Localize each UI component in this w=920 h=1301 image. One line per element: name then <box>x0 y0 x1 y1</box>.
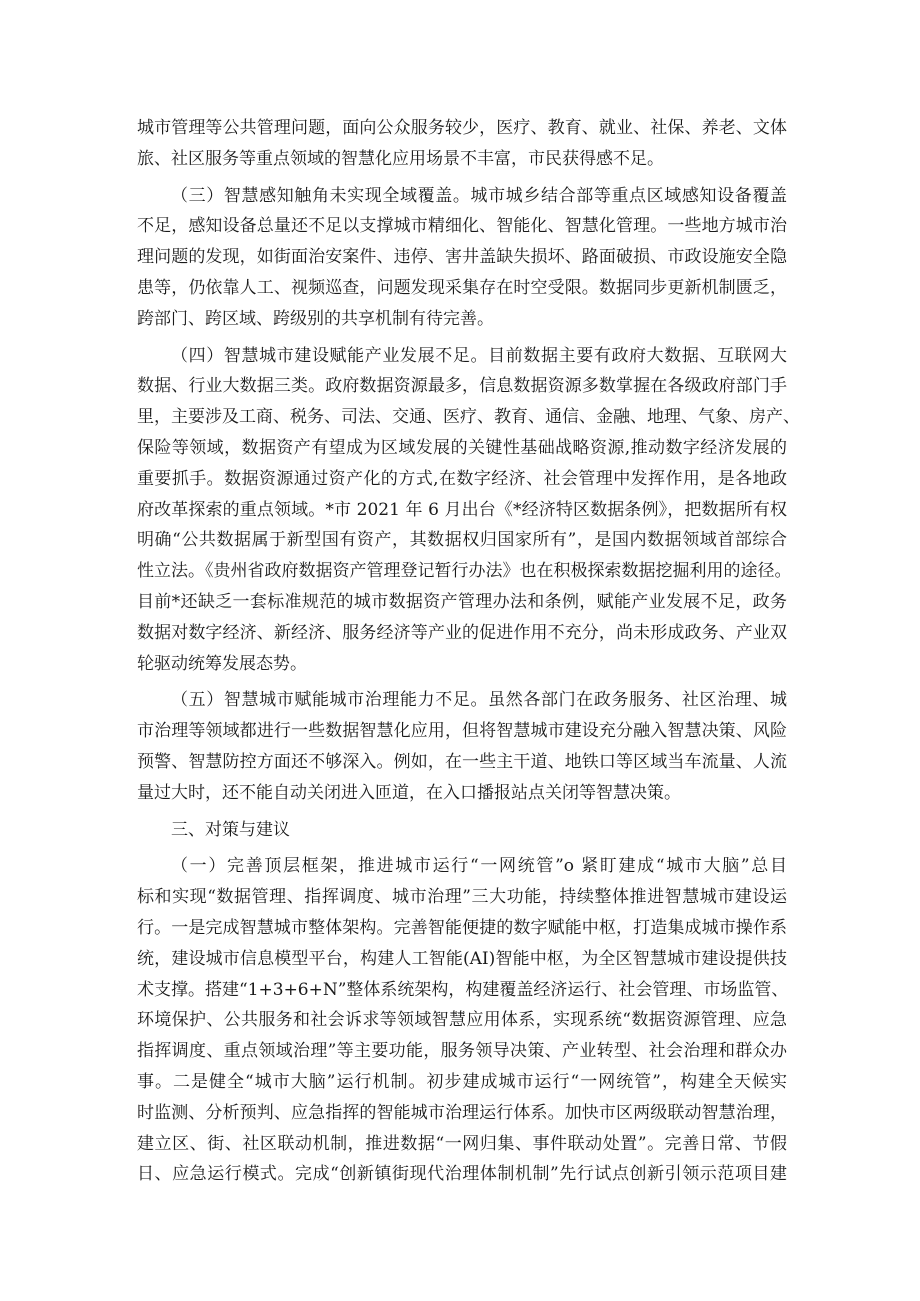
heading-countermeasures <box>137 815 787 846</box>
paragraph-measure-1 <box>137 851 787 1190</box>
paragraph-section-5 <box>137 685 787 808</box>
text-line: 指挥调度、重点领域治理”等主要功能，服务领导决策、产业转型、社会治理和群众办 <box>137 1041 787 1062</box>
text-line: 旅、社区服务等重点领域的智慧化应用场景不丰富，市民获得感不足。 <box>137 148 664 169</box>
text-line: 三、对策与建议 <box>171 819 290 840</box>
text-line: 数据对数字经济、新经济、服务经济等产业的促进作用不充分，尚未形成政务、产业双 <box>137 622 787 643</box>
text-line: 建立区、街、社区联动机制，推进数据“一网归集、事件联动处置”。完善日常、节假 <box>137 1133 787 1154</box>
text-line: 重要抓手。数据资源通过资产化的方式,在数字经济、社会管理中发挥作用，是各地政 <box>137 468 787 489</box>
text-line: （三）智慧感知触角未实现全域覆盖。城市城乡结合部等重点区域感知设备覆盖 <box>171 185 787 206</box>
text-line: 术支撑。搭建“1+3+6+N”整体系统架构，构建覆盖经济运行、社会管理、市场监管、 <box>137 979 789 1000</box>
text-line: 性立法。《贵州省政府数据资产管理登记暂行办法》也在积极探索数据挖掘利用的途径。 <box>137 561 792 582</box>
text-line: 行。一是完成智慧城市整体架构。完善智能便捷的数字赋能中枢，打造集成城市操作系 <box>137 917 787 938</box>
text-line: 理问题的发现，如街面治安案件、违停、害井盖缺失损坏、路面破损、市政设施安全隐 <box>137 247 787 268</box>
text-line: 数据、行业大数据三类。政府数据资源最多，信息数据资源多数掌握在各级政府部门手 <box>137 376 787 397</box>
text-line: 预警、智慧防控方面还不够深入。例如，在一些主干道、地铁口等区域当车流量、人流 <box>137 751 787 772</box>
document-body <box>137 113 800 1196</box>
text-line: （四）智慧城市建设赋能产业发展不足。目前数据主要有政府大数据、互联网大 <box>171 345 787 366</box>
paragraph-section-4 <box>137 341 800 680</box>
text-line: （五）智慧城市赋能城市治理能力不足。虽然各部门在政务服务、社区治理、城 <box>171 690 787 711</box>
text-line: 保险等领域，数据资产有望成为区域发展的关键性基础战略资源,推动数字经济发展的 <box>137 437 787 458</box>
text-line: 不足，感知设备总量还不足以支撑城市精细化、智能化、智慧化管理。一些地方城市治 <box>137 216 787 237</box>
text-line: 里，主要涉及工商、税务、司法、交通、医疗、教育、通信、金融、地理、气象、房产、 <box>137 407 800 428</box>
text-line: 轮驱动统筹发展态势。 <box>137 653 307 674</box>
text-line: 府改革探索的重点领域。*市 2021 年 6 月出台《*经济特区数据条例》，把数据所有权 <box>137 499 787 520</box>
text-line: 跨部门、跨区域、跨级别的共享机制有待完善。 <box>137 308 494 329</box>
text-line: 时监测、分析预判、应急指挥的智能城市治理运行体系。加快市区两级联动智慧治理， <box>137 1102 787 1123</box>
text-line: 明确“公共数据属于新型国有资产，其数据权归国家所有”，是国内数据领域首部综合 <box>137 530 787 551</box>
text-line: 环境保护、公共服务和社会诉求等领域智慧应用体系，实现系统“数据资源管理、应急 <box>137 1010 787 1031</box>
text-line: 市治理等领域都进行一些数据智慧化应用，但将智慧城市建设充分融入智慧决策、风险 <box>137 721 787 742</box>
text-line: 患等，仍依靠人工、视频巡查，问题发现采集存在时空受限。数据同步更新机制匮乏， <box>137 277 787 298</box>
text-line: 标和实现“数据管理、指挥调度、城市治理”三大功能，持续整体推进智慧城市建设运 <box>137 887 787 908</box>
text-line: 事。二是健全“城市大脑”运行机制。初步建成城市运行“一网统管”，构建全天候实 <box>137 1071 787 1092</box>
text-line: 量过大时，还不能自动关闭进入匝道，在入口播报站点关闭等智慧决策。 <box>137 782 681 803</box>
text-line: 统，建设城市信息模型平台，构建人工智能(AI)智能中枢，为全区智慧城市建设提供技 <box>137 948 787 969</box>
paragraph-section-3 <box>137 181 787 335</box>
paragraph-intro-continued <box>137 113 787 175</box>
text-line: 城市管理等公共管理问题，面向公众服务较少，医疗、教育、就业、社保、养老、文体 <box>137 118 787 138</box>
text-line: （一）完善顶层框架，推进城市运行“一网统管”o 紧盯建成“城市大脑”总目 <box>171 856 787 877</box>
text-line: 日、应急运行模式。完成“创新镇街现代治理体制机制”先行试点创新引领示范项目建 <box>137 1164 787 1185</box>
text-line: 目前*还缺乏一套标准规范的城市数据资产管理办法和条例，赋能产业发展不足，政务 <box>137 591 787 612</box>
